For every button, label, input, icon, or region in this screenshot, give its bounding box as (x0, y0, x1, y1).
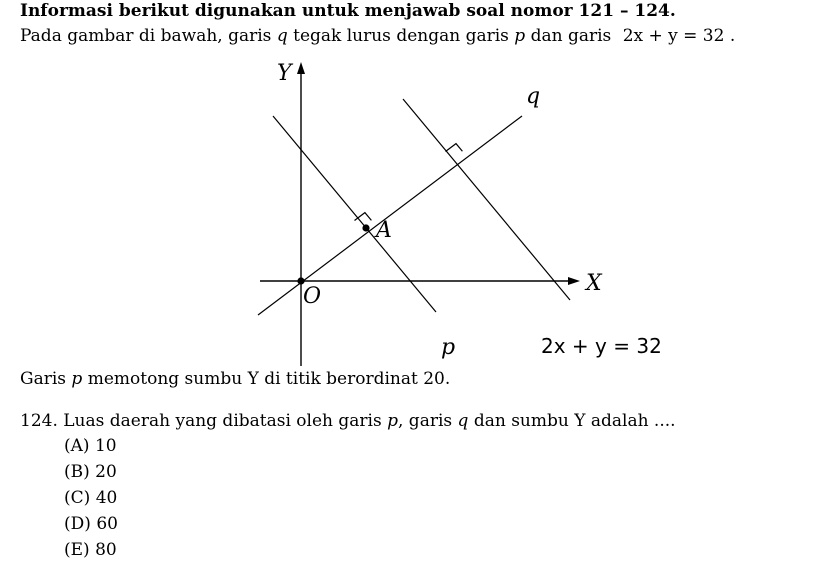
option-c-label: (C) (64, 488, 91, 508)
page-title: Informasi berikut digunakan untuk menjawab soal nomor 121 – 124. (20, 1, 676, 21)
y-axis-label: Y (277, 61, 292, 86)
statement-prefix: Garis (20, 369, 67, 389)
question-number: 124. (20, 411, 58, 431)
intro-prefix: Pada gambar di bawah, garis (20, 26, 272, 46)
option-a-label: (A) (64, 436, 90, 456)
line-2x-plus-y-32 (403, 99, 570, 300)
question-middle: , garis (398, 411, 453, 431)
intro-middle: tegak lurus dengan garis (293, 26, 509, 46)
statement-sentence (20, 371, 450, 388)
option-e-value: 80 (95, 540, 117, 560)
statement-var-p: p (71, 369, 83, 389)
intro-suffix: dan garis (530, 26, 612, 46)
question-prefix: Luas daerah yang dibatasi oleh garis (63, 411, 382, 431)
option-a[interactable] (64, 438, 117, 455)
point-a-dot (362, 224, 369, 231)
statement-suffix: memotong sumbu Y di titik berordinat 20. (87, 369, 451, 389)
line-q-label: q (526, 84, 541, 109)
right-angle-marker-b (446, 144, 463, 152)
question-var-q: q (457, 411, 469, 431)
line-equation-label: 2x + y = 32 (541, 334, 662, 358)
option-c-value: 40 (95, 488, 118, 508)
x-axis-label: X (586, 271, 602, 296)
line-p (273, 116, 436, 312)
point-a-label: A (376, 218, 392, 243)
intro-equation: 2x + y = 32 . (622, 26, 736, 46)
question-suffix: dan sumbu Y adalah .... (473, 411, 676, 431)
intro-var-q: q (276, 26, 288, 46)
intro-var-p: p (514, 26, 526, 46)
question-var-p: p (387, 411, 398, 431)
option-b-label: (B) (64, 462, 90, 482)
option-d-value: 60 (96, 514, 118, 534)
option-d[interactable] (64, 516, 118, 533)
option-e-label: (E) (64, 540, 90, 560)
line-p-label: p (441, 335, 456, 360)
x-axis-arrow (568, 277, 580, 285)
question-124 (20, 413, 676, 430)
option-c[interactable] (64, 490, 117, 507)
option-e[interactable] (64, 542, 117, 559)
y-axis-arrow (297, 62, 305, 74)
option-b[interactable] (64, 464, 117, 481)
origin-label: O (303, 284, 322, 309)
option-b-value: 20 (95, 462, 117, 482)
option-a-value: 10 (94, 436, 117, 456)
option-d-label: (D) (64, 514, 91, 534)
